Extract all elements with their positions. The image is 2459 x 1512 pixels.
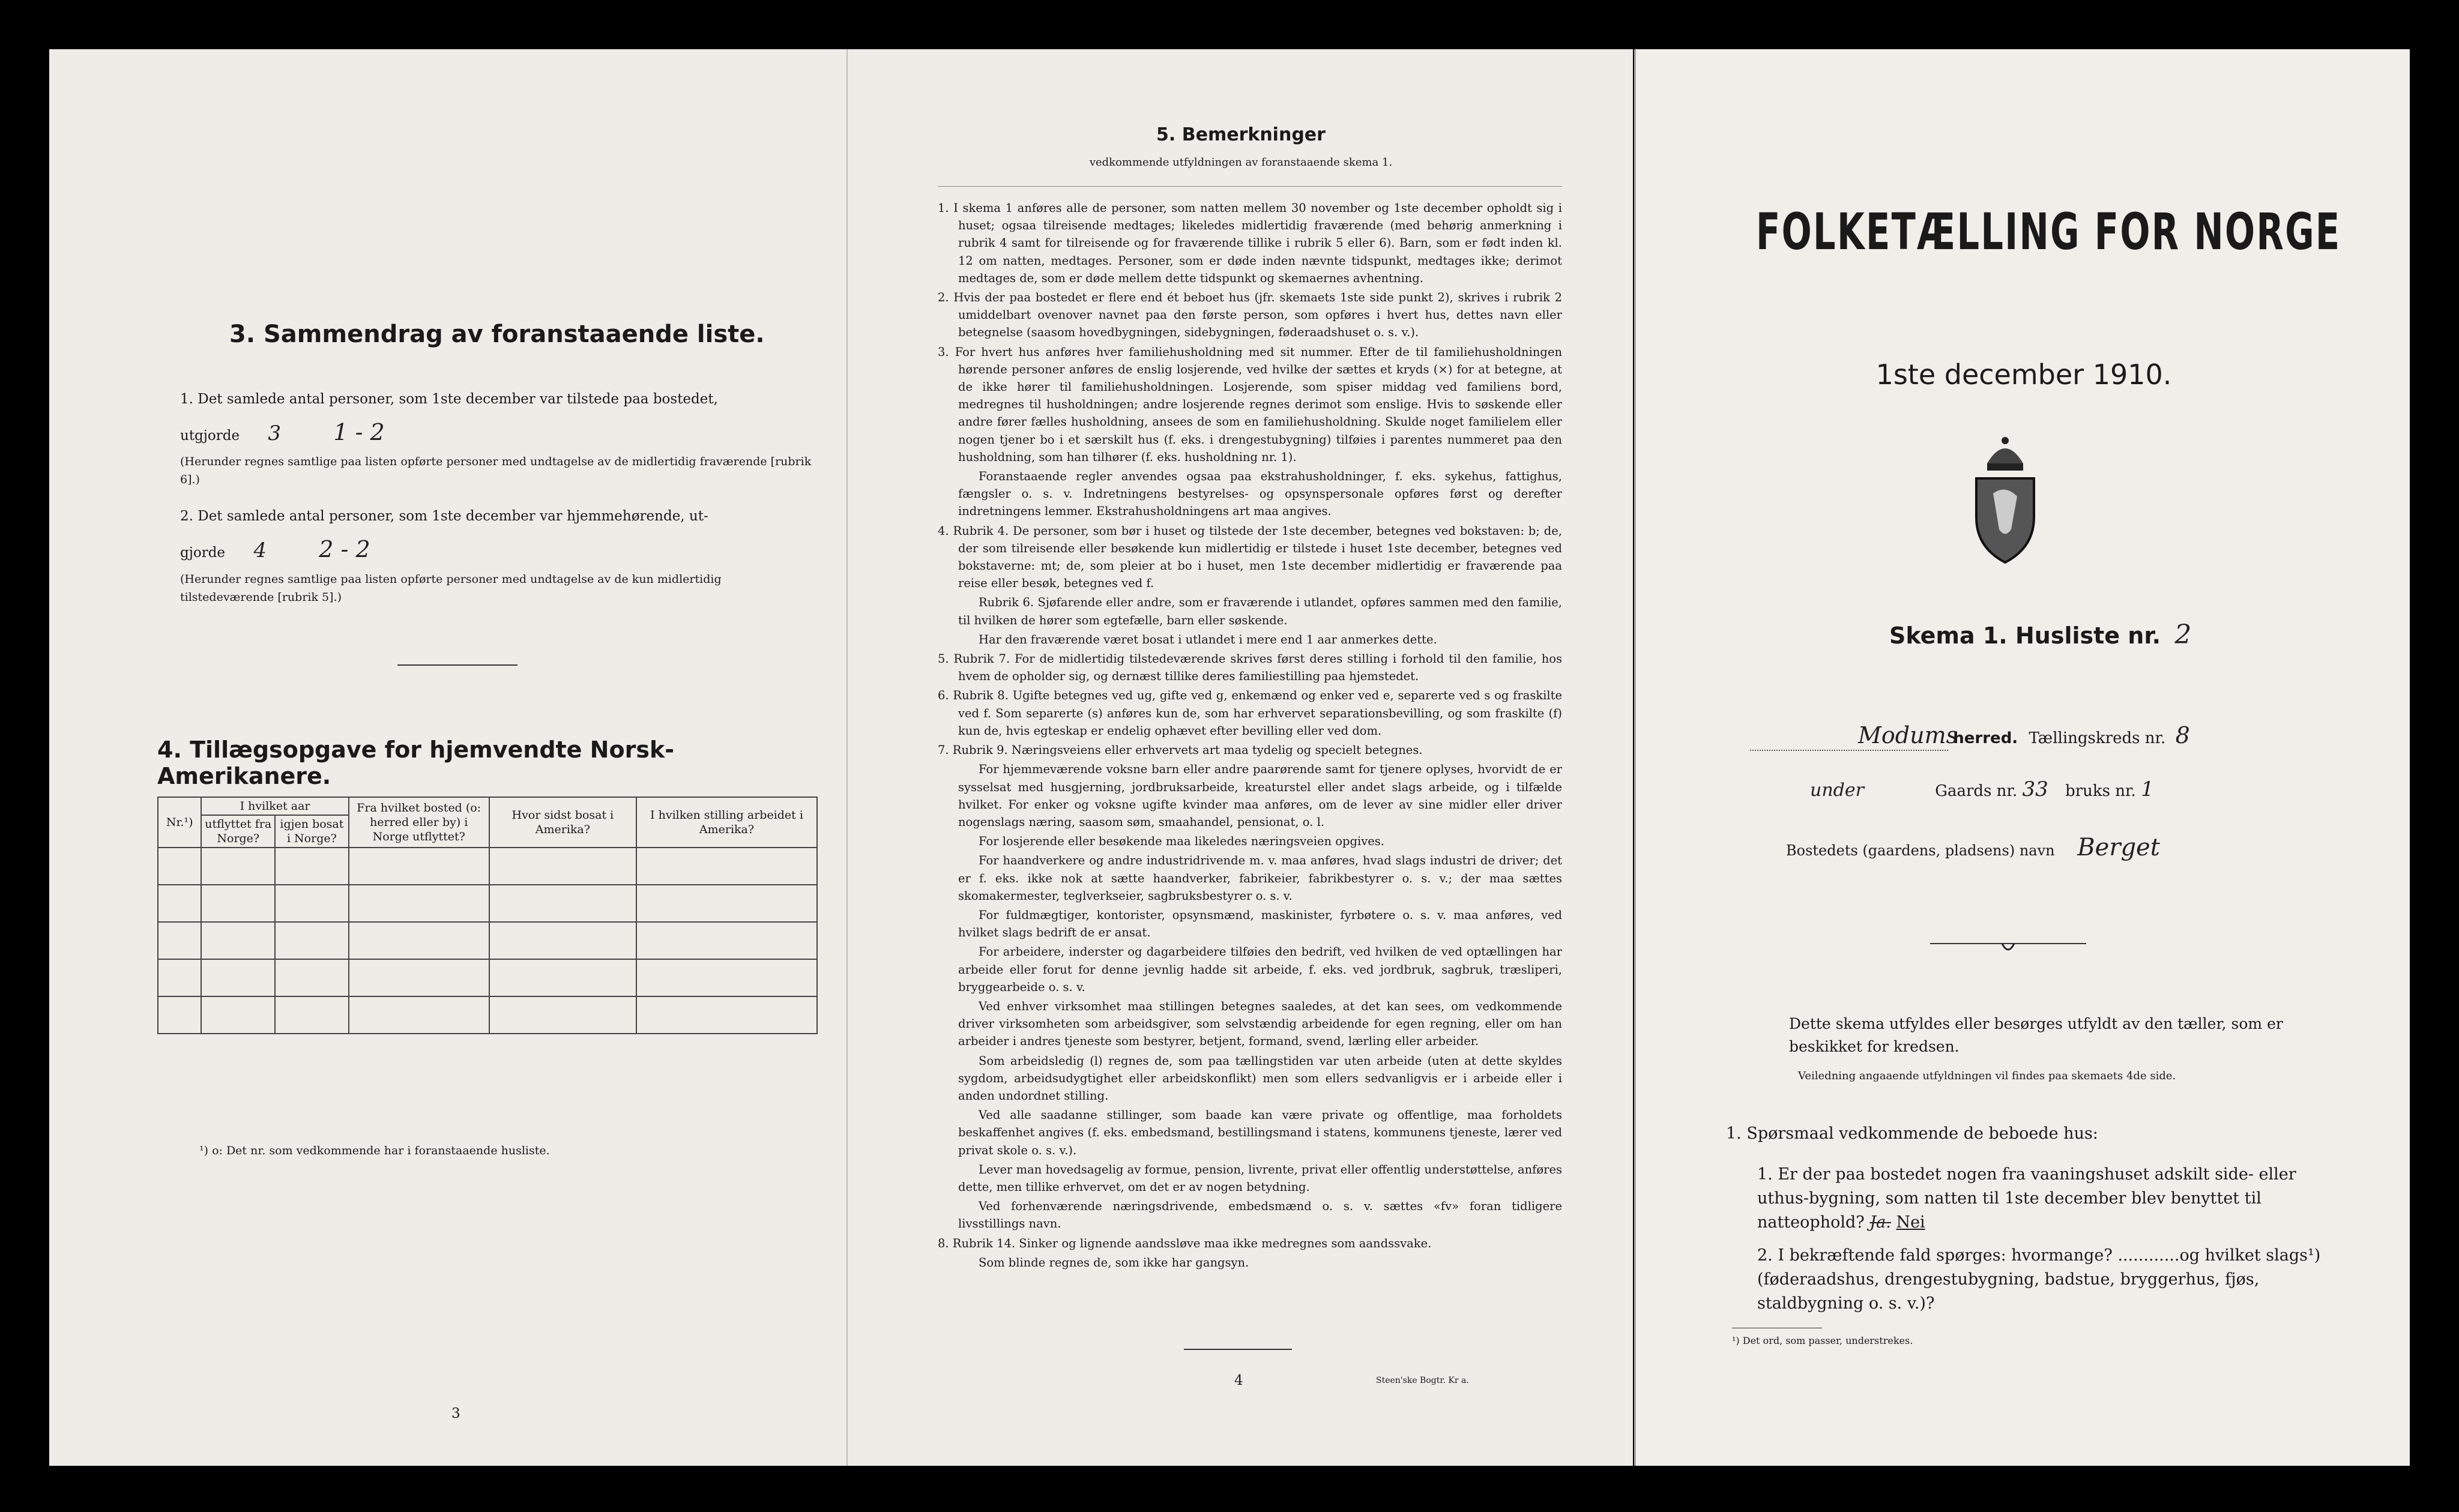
table-row [158,848,817,885]
q1-nei: Nei [1896,1213,1925,1232]
item2-utgjorde: gjorde [180,545,226,561]
note-7-i: Lever man hovedsagelig av formue, pension, livrente, privat eller offentlig understøttelse, anføres dette, men tillike erhvervet, om det er av nogen betydning. [958,1162,1562,1194]
item1-hand: 1 - 2 [333,419,385,445]
col-bosted: Fra hvilket bosted (o: herred eller by) i Norge utflyttet? [349,797,489,848]
gaards-value: 33 [2022,777,2048,801]
item1-note: (Herunder regnes samtlige paa listen opførte personer med undtagelse av de midlertidig fraværende [rubrik 6].) [180,455,812,486]
bruks-label: bruks nr. [2065,782,2136,800]
herred-label: herred. [1953,729,2018,747]
item2-note: (Herunder regnes samtlige paa listen opførte personer med undtagelse av de kun midlertidig tilstedeværende [rubrik 5].) [180,573,722,604]
note-7-g: Som arbeidsledig (l) regnes de, som paa tællingstiden var uten arbeide (uten at dette skyldes sygdom, arbeidsudygtighet eller arbeidskonflikt) men som ellers sedvanligvis er i arbeide eller i anden undordnet stilling. [958,1053,1562,1103]
notes-list [938,199,1562,1273]
note-7-a: For hjemmeværende voksne barn eller andre paarørende samt for tjenere oplyses, hvorvidt de er sysselsat med husgjerning, jordbruksarbeide, kreaturstel eller andet slags arbeide, og i tilfælde hvilket. For enker og voksne ugifte kvinder maa anføres, om de lever av sine midler eller driver nogenslags næring, saasom søm, smaahandel, pensionat, o. l. [958,762,1562,829]
item2-value: 4 [253,538,267,562]
herred-value: Modums [1858,722,1958,748]
item2-text: 2. Det samlede antal personer, som 1ste december var hjemmehørende, ut- [180,508,708,524]
ornament-icon [1930,935,2086,959]
note-1: 1. I skema 1 anføres alle de personer, som natten mellem 30 november og 1ste december opholdt sig i huset; ogsaa tilreisende medtages; likeledes midlertidig fraværende (med behørig anmerkning i rubrik 4 samt for tilreisende og for fraværende tillike i rubrik 5 eller 6). Barn, som er født inden kl. 12 om natten, medtages. Personer, som er døde inden nævnte tidspunkt, medtages ikke; derimot medtages de, som er døde mellem dette tidspunkt og skemaernes avhentning. [938,201,1562,285]
item1-utgjorde: utgjorde [180,428,240,444]
section4-title: 4. Tillægsopgave for hjemvendte Norsk-Amerikanere. [157,736,674,789]
census-date: 1ste december 1910. [1875,358,2172,391]
section3-title: 3. Sammendrag av foranstaaende liste. [229,321,765,348]
note-8-cont: Som blinde regnes de, som ikke har gangsyn. [979,1255,1249,1270]
note-7-d: For fuldmægtiger, kontorister, opsynsmænd, maskinister, fyrbøtere o. s. v. maa anføres, ved hvilket slags bedrift de er ansat. [958,908,1562,940]
col-igjen: igjen bosat i Norge? [275,815,349,848]
note-3-cont: Foranstaaende regler anvendes ogsaa paa ekstrahusholdninger, f. eks. sykehus, fattighus, fængsler o. s. v. Indretningens bestyrelses- og opsynspersonale opføres først og derefter indretningens lemmer. Ekstrahusholdningens art maa angives. [958,469,1562,519]
note-7-h: Ved alle saadanne stillinger, som baade kan være private og offentlige, maa forholdets beskaffenhet angives (f. eks. embedsmand, bestillingsmand i statens, kommunens tjeneste, lærer ved privat skole o. s. v.). [958,1108,1562,1157]
bemerkninger-title: 5. Bemerkninger [1156,124,1326,145]
table-row [158,959,817,996]
husliste-nr: 2 [2174,619,2192,650]
section4-footnote: ¹) o: Det nr. som vedkommende har i foranstaaende husliste. [199,1144,550,1157]
bruks-value: 1 [2141,777,2154,801]
item1-text: 1. Det samlede antal personer, som 1ste december var tilstede paa bostedet, [180,391,718,407]
footnote: ¹) Det ord, som passer, understrekes. [1732,1335,1913,1346]
note-7-e: For arbeidere, inderster og dagarbeidere tilføies den bedrift, ved hvilken de ved optællingen har arbeide eller forut for denne jevnlig hadde sit arbeide, f. eks. ved jordbruk, sagbruk, træsliperi, bryggearbeide o. s. v. [958,945,1562,994]
note-7-j: Ved forhenværende næringsdrivende, embedsmænd o. s. v. sættes «fv» foran tidligere livsstillings navn. [958,1199,1562,1231]
note-4-rubrik6: Rubrik 6. Sjøfarende eller andre, som er fraværende i utlandet, opføres sammen med den familie, til hvilken de hører som egtefælle, barn eller søskende. [958,595,1562,627]
item2-hand: 2 - 2 [319,536,370,562]
bemerkninger-subtitle: vedkommende utfyldningen av foranstaaende skema 1. [1089,156,1393,169]
table-row [158,922,817,959]
veiledning: Veiledning angaaende utfyldningen vil findes paa skemaets 4de side. [1798,1070,2176,1082]
census-title: FOLKETÆLLING FOR NORGE [1756,202,2341,261]
note-4: 4. Rubrik 4. De personer, som bør i huset og tilstede der 1ste december, betegnes ved bokstaven: b; de, der som tilreisende eller besøkende kun midlertidig er tilstede i huset 1ste december, betegnes ved bokstaverne: mt; de, som pleier at bo i huset, men 1ste december midlertidig er fraværende paa reise eller besøk, betegnes ved f. [938,523,1562,591]
question-2: 2. I bekræftende fald spørges: hvormange? ............og hvilket slags¹) (føderaadshus, drengestubygning, badstue, bryggerhus, fjøs, staldbygning o. s. v.)? [1757,1246,2321,1313]
note-7-f: Ved enhver virksomhet maa stillingen betegnes saaledes, at det kan sees, om vedkommende driver virksomheten som arbeidsgiver, som selvstændig arbeidende for egen regning, eller om han arbeider i andres tjeneste som bestyrer, betjent, formand, svend, lærling eller arbeider. [958,999,1562,1049]
note-2: 2. Hvis der paa bostedet er flere end ét beboet hus (jfr. skemaets 1ste side punkt 2), skrives i rubrik 2 umiddelbart ovenover navnet paa den første person, som opføres i hvert hus, dettes navn eller betegnelse (saasom hovedbygningen, sidebygningen, føderaadshuset o. s. v.). [938,291,1562,340]
header-rule [938,186,1562,187]
col-utflyttet: utflyttet fra Norge? [201,815,275,848]
norsk-amerikanere-table [157,797,818,1034]
col-group: I hvilket aar [201,797,348,815]
table-row [158,996,817,1034]
page-number: 3 [451,1406,460,1421]
table-row [158,885,817,922]
title-page [1634,49,2410,1466]
gaards-label: Gaards nr. [1935,782,2018,800]
note-7-c: For haandverkere og andre industridrivende m. v. maa anføres, hvad slags industri de driver; det er f. eks. ikke nok at sætte haandverker, fabrikeier, fabrikbestyrer o. s. v.; der maa sættes skomakermester, teglverkseier, sagbruksbestyrer o. s. v. [958,854,1562,903]
q1-ja: Ja. [1869,1213,1891,1232]
instruction: Dette skema utfyldes eller besørges utfyldt av den tæller, som er beskikket for kredsen. [1789,1015,2283,1055]
note-5: 5. Rubrik 7. For de midlertidig tilstedeværende skrives først deres stilling i forhold til den familie, hos hvem de opholder sig, og dernæst tillike deres familiestilling paa hjemstedet. [938,652,1562,684]
divider [397,664,517,666]
note-7-b: For losjerende eller besøkende maa likeledes næringsveien opgives. [979,834,1384,849]
col-nr: Nr.¹) [158,797,201,848]
coat-of-arms-icon [1969,427,2041,565]
bosted-label: Bostedets (gaardens, pladsens) navn [1786,842,2055,859]
kreds-label: Tællingskreds nr. [2029,729,2166,747]
question-heading: 1. Spørsmaal vedkommende de beboede hus: [1726,1124,2098,1143]
note-4-cont: Har den fraværende været bosat i utlandet i mere end 1 aar anmerkes dette. [979,632,1437,646]
bosted-value: Berget [2077,834,2160,861]
question-1: 1. Er der paa bostedet nogen fra vaaningshuset adskilt side- eller uthus-bygning, som natten til 1ste december blev benyttet til natteophold? [1757,1165,2296,1232]
footer-rule [1184,1349,1292,1350]
printer-mark: Steen'ske Bogtr. Kr a. [1376,1376,1469,1385]
col-sidst: Hvor sidst bosat i Amerika? [489,797,636,848]
skema-label: Skema 1. Husliste nr. [1889,622,2161,649]
note-6: 6. Rubrik 8. Ugifte betegnes ved ug, gifte ved g, enkemænd og enker ved e, separerte ved s og fraskilte ved f. Som separerte (s) anføres kun de, som har erhvervet separationsbevilling, og som fraskilte (f) kun de, hvis egteskap er endelig ophævet efter bevilling eller ved dom. [938,688,1562,738]
kreds-value: 8 [2175,722,2190,748]
page-3 [49,49,846,1466]
gaard-prefix: under [1810,780,1864,801]
note-8: 8. Rubrik 14. Sinker og lignende aandssløve maa ikke medregnes som aandssvake. [938,1236,1432,1250]
page-number: 4 [1234,1373,1243,1388]
note-3: 3. For hvert hus anføres hver familiehusholdning med sit nummer. Efter de til familiehusholdningen hørende personer anføres de enslig losjerende, ved hvilke der sættes et kryds (×) for at betegne, at de ikke hører til familiehusholdningen. Losjerende, som spiser middag ved familiens bord, medregnes til husholdningen; andre losjerende regnes derimot som enslige. Hvis to søskende eller andre fører fælles husholdning, ansees de som en familiehusholdning. Skulde noget familielem eller nogen tjener bo i et særskilt hus (f. eks. i drengestubygning) tilføies i parentes nummeret paa den husholdning, som han tilhører (f. eks. husholdning nr. 1). [938,345,1562,464]
note-7: 7. Rubrik 9. Næringsveiens eller erhvervets art maa tydelig og specielt betegnes. [938,743,1423,758]
item1-value: 3 [268,421,282,445]
page-4 [846,49,1633,1466]
col-stilling: I hvilken stilling arbeidet i Amerika? [636,797,817,848]
